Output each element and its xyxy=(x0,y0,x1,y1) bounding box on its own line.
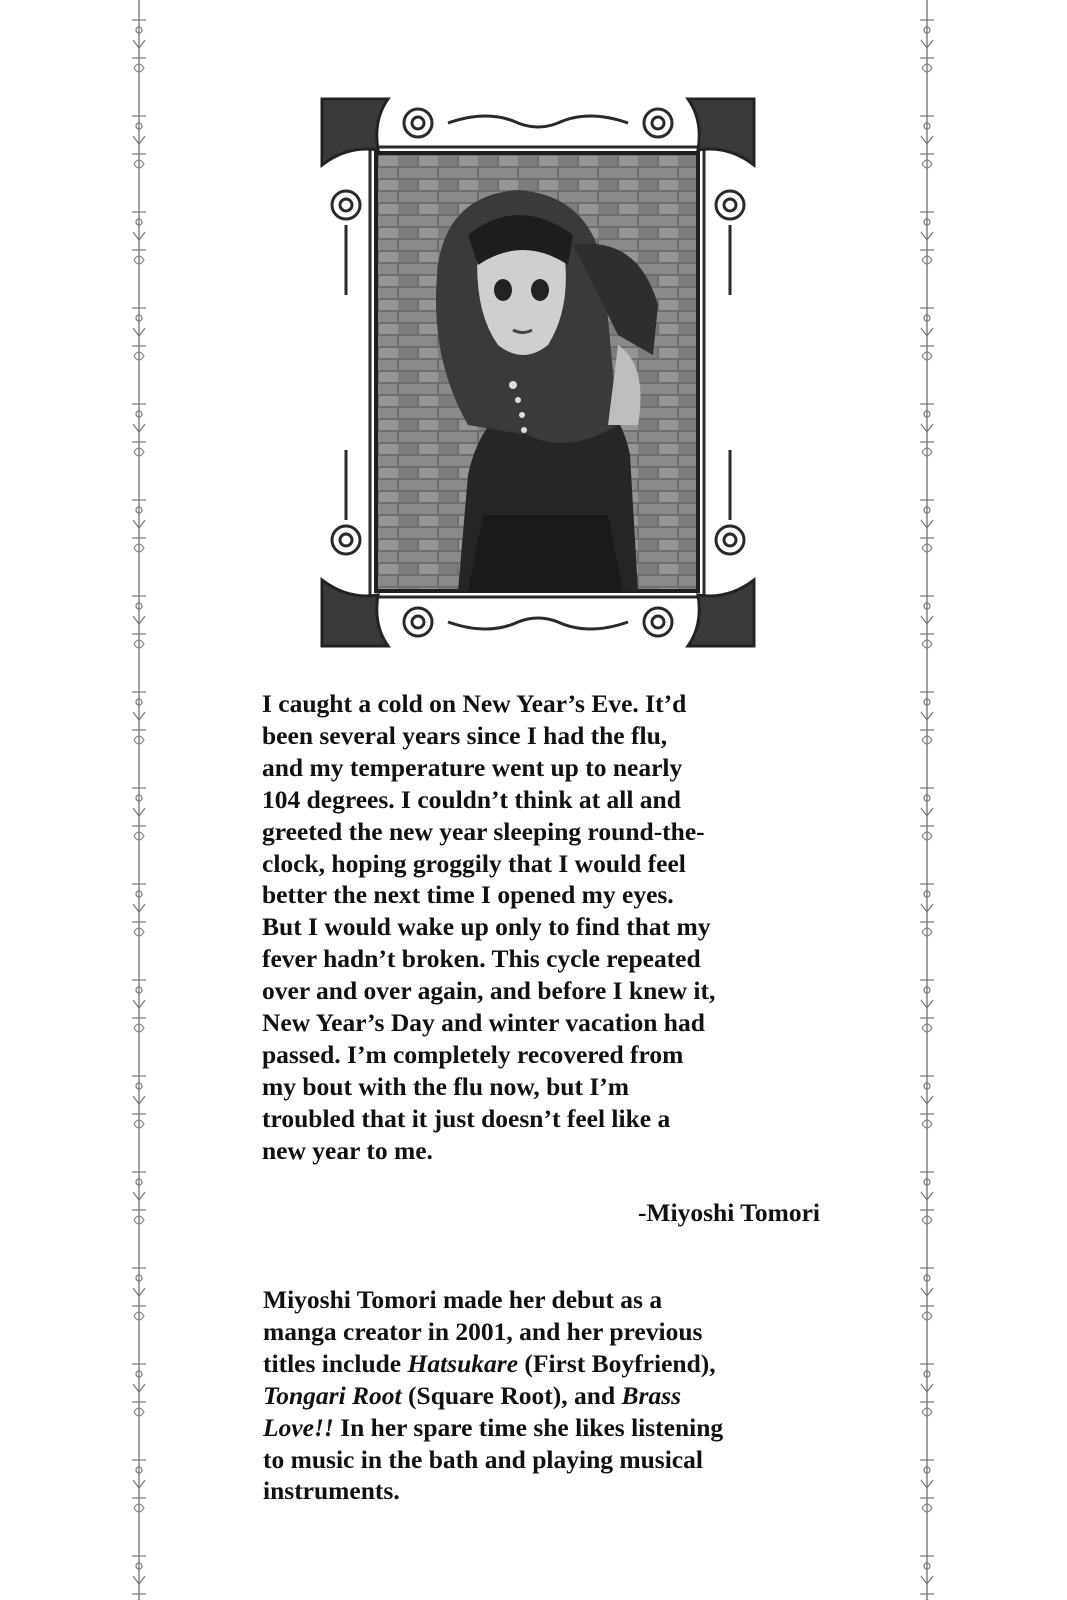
bio-text: (First Boyfriend), xyxy=(518,1348,716,1378)
framed-portrait-illustration xyxy=(318,95,758,650)
right-ornamental-border-icon xyxy=(916,0,938,1600)
bio-line: Miyoshi Tomori made her debut as a xyxy=(263,1285,663,1314)
book-title: Love!! xyxy=(263,1412,334,1442)
note-line: troubled that it just doesn’t feel like a xyxy=(262,1103,671,1133)
note-line: greeted the new year sleeping round-the- xyxy=(262,816,705,846)
note-line: better the next time I opened my eyes. xyxy=(262,880,674,910)
bio-line: manga creator in 2001, and her previous xyxy=(263,1316,703,1346)
author-note xyxy=(262,688,832,1167)
note-line: clock, hoping groggily that I would feel xyxy=(262,848,686,878)
bio-line: to music in the bath and playing musical xyxy=(263,1444,703,1474)
note-line: and my temperature went up to nearly xyxy=(262,752,683,782)
note-line: fever hadn’t broken. This cycle repeated xyxy=(262,944,701,974)
note-line: New Year’s Day and winter vacation had xyxy=(262,1008,705,1038)
left-ornamental-border-icon xyxy=(128,0,150,1600)
bio-line xyxy=(263,1348,833,1380)
note-line: passed. I’m completely recovered from xyxy=(262,1039,684,1069)
bio-text: titles include xyxy=(263,1348,408,1378)
author-signature: -Miyoshi Tomori xyxy=(637,1198,820,1227)
note-line: 104 degrees. I couldn’t think at all and xyxy=(262,784,681,814)
book-title: Tongari Root xyxy=(263,1380,402,1410)
note-line: been several years since I had the flu, xyxy=(262,720,668,750)
note-line: new year to me. xyxy=(262,1135,433,1165)
book-title: Brass xyxy=(621,1380,682,1410)
bio-line xyxy=(263,1380,833,1412)
note-line: I caught a cold on New Year’s Eve. It’d xyxy=(262,689,687,718)
note-line: my bout with the flu now, but I’m xyxy=(262,1071,629,1101)
bio-text: In her spare time she likes listening xyxy=(333,1412,724,1442)
bio-text: (Square Root), and xyxy=(401,1380,622,1410)
note-line: over and over again, and before I knew it, xyxy=(262,976,716,1006)
bio-line xyxy=(263,1412,833,1444)
note-line: But I would wake up only to find that my xyxy=(262,912,711,942)
author-bio xyxy=(263,1284,833,1507)
book-title: Hatsukare xyxy=(407,1348,519,1378)
bio-line: instruments. xyxy=(263,1476,400,1506)
